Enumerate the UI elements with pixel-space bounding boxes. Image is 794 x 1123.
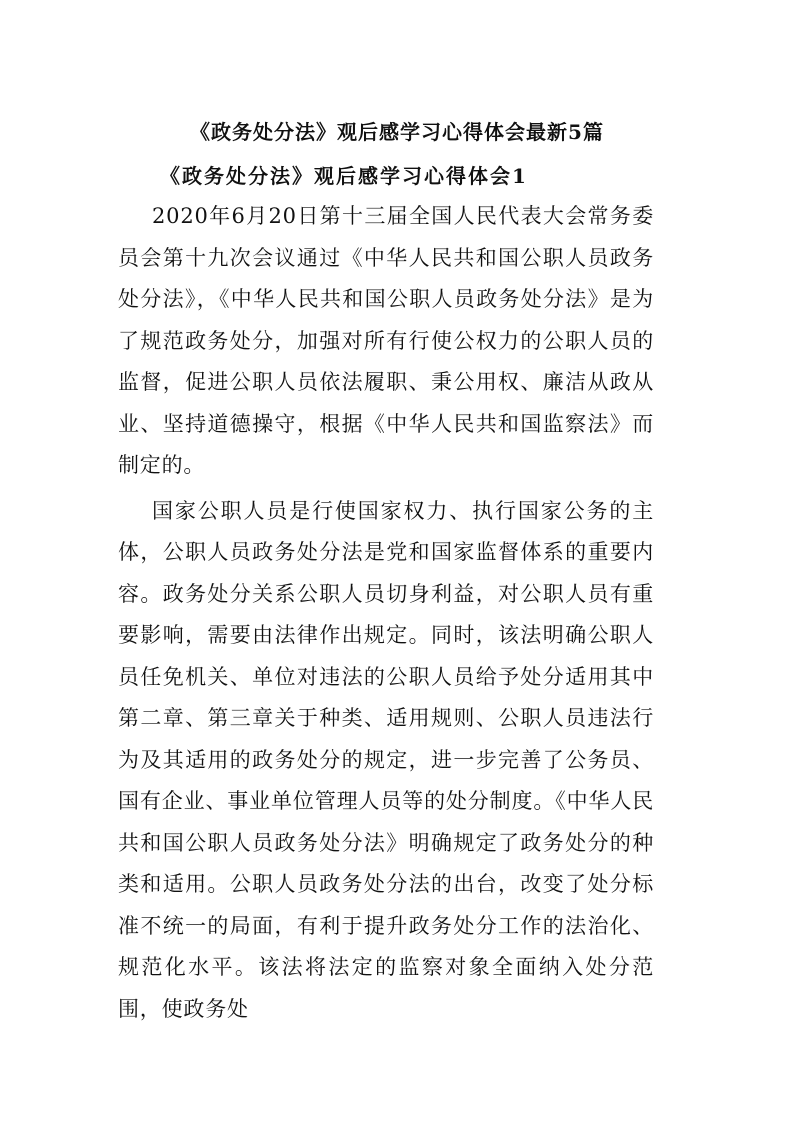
document-title: 《政务处分法》观后感学习心得体会最新5篇: [190, 120, 604, 144]
document-body: [118, 196, 654, 1030]
body-paragraph: 2020年6月20日第十三届全国人民代表大会常务委员会第十九次会议通过《中华人民共和国公职人员政务处分法》，《中华人民共和国公职人员政务处分法》是为了规范政务处分，加强对所有行使公权力的公职人员的监督，促进公职人员依法履职、秉公用权、廉洁从政从业、坚持道德操守，根据《中华人民共和国监察法》而制定的。: [118, 204, 654, 477]
body-paragraph: 国家公职人员是行使国家权力、执行国家公务的主体，公职人员政务处分法是党和国家监督体系的重要内容。政务处分关系公职人员切身利益，对公职人员有重要影响，需要由法律作出规定。同时，该法明确公职人员任免机关、单位对违法的公职人员给予处分适用其中第二章、第三章关于种类、适用规则、公职人员违法行为及其适用的政务处分的规定，进一步完善了公务员、国有企业、事业单位管理人员等的处分制度。《中华人民共和国公职人员政务处分法》明确规定了政务处分的种类和适用。公职人员政务处分法的出台，改变了处分标准不统一的局面，有利于提升政务处分工作的法治化、规范化水平。该法将法定的监察对象全面纳入处分范围，使政务处: [118, 498, 654, 1021]
section-heading: 《政务处分法》观后感学习心得体会1: [160, 164, 528, 188]
